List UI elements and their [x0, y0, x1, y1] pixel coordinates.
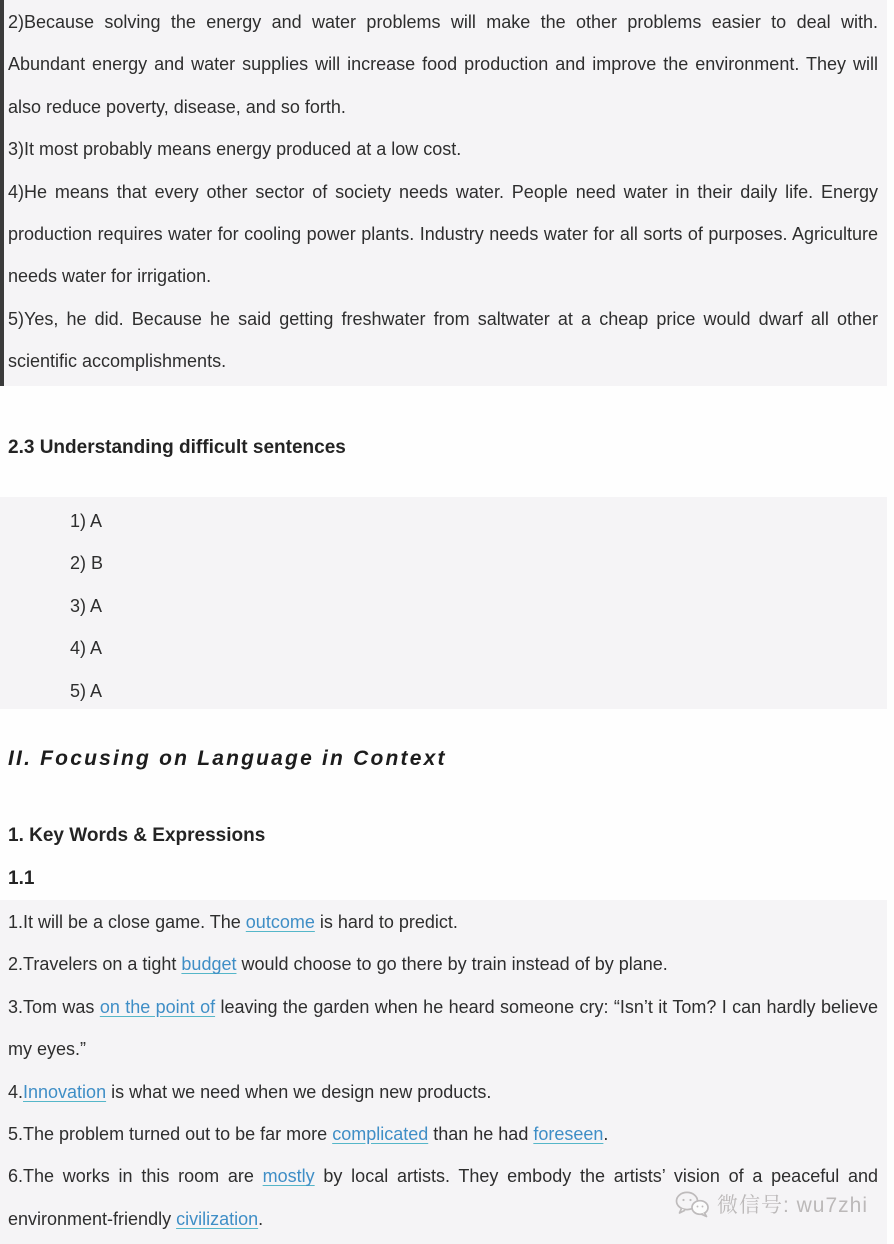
sentence-text: by local artists. They embody the artists’ vision of a peaceful and environment-friendly [8, 1166, 879, 1229]
key-words-heading: 1. Key Words & Expressions [8, 825, 266, 846]
scan-edge-artifact [0, 0, 4, 386]
sentence [8, 1071, 878, 1113]
sentence-text: . [258, 1208, 264, 1229]
comprehension-answers-block [0, 0, 887, 386]
answer-paragraph: 4)He means that every other sector of society needs water. People need water in their daily life. Energy production requires water for cooling power plants. Industry needs water for all sorts of purposes. Agriculture needs water for irrigation. [8, 181, 878, 287]
subsection-1-1-heading: 1.1 [8, 868, 35, 889]
key-word: outcome [245, 912, 315, 932]
mc-answers-block [0, 497, 887, 709]
mc-answer: 2) B [70, 553, 104, 574]
mc-answer: 1) A [70, 511, 103, 531]
key-word: budget [181, 954, 237, 975]
sentence-text: 4. [8, 1081, 24, 1102]
key-word: mostly [262, 1166, 315, 1187]
sentence-text: is hard to predict. [314, 912, 458, 932]
watermark [674, 1189, 868, 1219]
sentence [8, 1113, 878, 1155]
mc-answer: 3) A [70, 595, 103, 616]
sentence-text: 5.The problem turned out to be far more [8, 1124, 333, 1145]
sentence-text: would choose to go there by train instead of by plane. [236, 954, 668, 975]
answer-paragraph: 3)It most probably means energy produced at a low cost. [8, 139, 462, 160]
sentence [8, 986, 878, 1071]
key-word: civilization [176, 1208, 259, 1229]
sentence-text: 1.It will be a close game. The [8, 912, 246, 932]
sentence [8, 901, 878, 943]
sentence-text: leaving the garden when he heard someone cry: “Isn’t it Tom? I can hardly believe my eyes.” [8, 996, 878, 1060]
key-word: on the point of [99, 996, 216, 1017]
sentence-text: 2.Travelers on a tight [8, 954, 182, 975]
mc-answer: 5) A [70, 680, 103, 701]
answer-paragraph: 5)Yes, he did. Because he said getting freshwater from saltwater at a cheap price would dwarf all other scientific accomplishments. [8, 308, 878, 372]
key-word: complicated [332, 1124, 429, 1145]
sentence-text: 3.Tom was [8, 996, 100, 1017]
key-word: Innovation [23, 1081, 107, 1102]
watermark-label: 微信号: wu7zhi [716, 1194, 868, 1217]
wechat-icon [674, 1191, 710, 1218]
section-2-3-heading: 2.3 Understanding difficult sentences [8, 437, 346, 458]
sentence [8, 943, 878, 985]
mc-answer: 4) A [70, 638, 103, 659]
sentence-text: 6.The works in this room are [8, 1166, 263, 1187]
sentence-text: . [603, 1124, 609, 1145]
key-word: foreseen [533, 1124, 604, 1145]
section-ii-heading: II. Focusing on Language in Context [8, 747, 447, 770]
answer-paragraph: 2)Because solving the energy and water problems will make the other problems easier to deal with. Abundant energy and water supplies will increase food production and improve the environment. They will also reduce poverty, disease, and so forth. [8, 12, 878, 117]
sentence-text: than he had [428, 1124, 534, 1145]
sentence-text: is what we need when we design new products. [106, 1081, 492, 1102]
